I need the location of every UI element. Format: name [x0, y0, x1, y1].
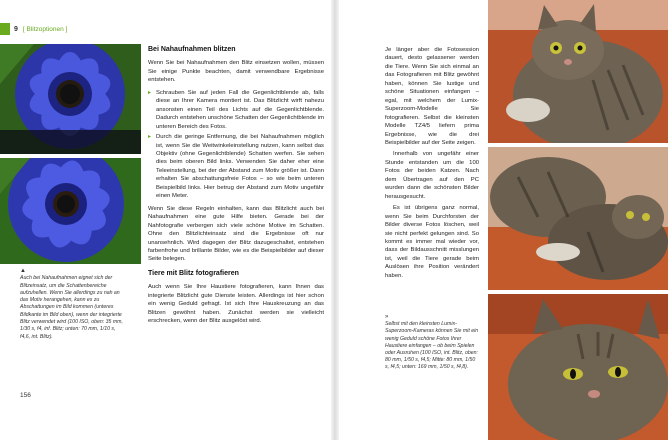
tip-text: Durch die geringe Entfernung, die bei Nahaufnahmen möglich ist, wenn Sie die Weitwinkeleinstellung nutzen, kann selbst das Objektiv (ohne Gegenlichtblende) Schatten werfen. Sie sehen dies beim oberen Bild links. Verwenden Sie daher eher eine Teleeinstellung, bei der der Abstand zum Motiv größer ist. Dann erhalten Sie abschattungsfreie Fotos – so wie beim unteren Beispielbild links. Hier betrug der Abstand zum Motiv ungefähr einen Meter. — [156, 134, 324, 200]
flower-top-image — [0, 44, 141, 154]
caption-arrow-up: ▲ — [20, 268, 26, 274]
heading-close-ups: Bei Nahaufnahmen blitzen — [148, 46, 236, 53]
cat-bottom-image — [488, 294, 668, 440]
flower-bottom-image — [0, 158, 141, 264]
bullet-arrow-icon: ▸ — [148, 134, 152, 141]
bullet-arrow-icon: ▸ — [148, 89, 152, 96]
cat-top-image — [488, 0, 668, 143]
chapter-header — [0, 22, 67, 36]
cat-photo-top — [488, 0, 668, 143]
flower-photo-top — [0, 44, 141, 154]
caption-flowers — [20, 268, 126, 341]
intro-paragraph: Wenn Sie bei Nahaufnahmen den Blitz einsetzen wollen, müssen Sie einige Punkte beachten, damit verwendbare Ergebnisse entstehen. — [148, 60, 324, 84]
caption-flowers-text: Auch bei Nahaufnahmen eignet sich der Blitzeinsatz, um die Schattenbereiche aufzuhellen. Wenn Sie allerdings zu nah an das Motiv herangehen, kann es zu Abschattungen im Bild kommen (unteres Bildkante im Bild oben), wenn der integrierte Blitz verwendet wird (100 ISO, oben: 35 mm, 1/30 s, f4, inf. Blitz; unten: 70 mm, 1/10 s, f4,6, int. Blitz). — [20, 275, 123, 340]
cat-photo-middle — [488, 147, 668, 290]
chapter-color-bar — [0, 23, 10, 35]
tip-text: Schrauben Sie auf jeden Fall die Gegenlichtblende ab, falls diese an Ihrer Kamera montiert ist. Das Blitzlicht wirft nahezu ansonsten einen Teil des Lichts auf die Gegenlichtblende. Dadurch entstehen unschöne Schatten der Gegenlichtblende im unteren Bereich des Fotos. — [156, 89, 324, 130]
book-gutter — [331, 0, 339, 440]
right-paragraph-2: Innerhalb von ungefähr einer Stunde entstanden um die 100 Fotos der beiden Katzen. Nach dem Übertragen auf den PC wurden dann die schönsten Bilder herausgesucht. — [385, 151, 479, 200]
flower-photo-bottom — [0, 158, 141, 264]
left-text-column — [148, 46, 324, 330]
caption-cats — [385, 314, 480, 372]
right-text-column — [385, 46, 479, 283]
caption-cats-text: Selbst mit den kleinsten Lumix-Superzoom-Kameras können Sie mit ein wenig Geduld schöne Fotos Ihrer Haustiere einfangen – ob beim Spielen oder Ausruhen (100 ISO, int. Blitz, oben: 80 mm, 1/50 s, f4,5; Mitte: 80 mm, 1/50 s, f4,5; unten: 169 mm, 1/50 s, f4,8). — [385, 321, 479, 371]
tip-item — [148, 133, 324, 201]
section-label: [ Blitzoptionen ] — [22, 25, 68, 33]
rules-paragraph: Wenn Sie diese Regeln einhalten, kann das Blitzlicht auch bei Nahaufnahmen eine gute Hilfe bieten. Gerade bei der Nahfotografie verbergen sich viele schöne Motive im Schatten. Ohne den Blitzlichteinsatz sind die Ergebnisse oft nur unansehnlich. Wird dagegen der Blitz dazugeschaltet, entstehen farbenfrohe und brillante Bilder, wie es die Beispielbilder auf dieser Seite belegen. — [148, 205, 324, 263]
heading-pets: Tiere mit Blitz fotografieren — [148, 269, 239, 277]
cat-photo-bottom — [488, 294, 668, 440]
cat-middle-image — [488, 147, 668, 290]
tips-list — [148, 89, 324, 201]
caption-arrow-right: » — [385, 314, 389, 320]
right-paragraph-3: Es ist übrigens ganz normal, wenn Sie beim Durchforsten der Bilder diverse Fotos löschen, weil sie nicht perfekt gelungen sind. So kommt es immer mal wieder vor, dass der Bildausschnitt misslungen ist, weil die Tiere gerade beim Auslösen ihre Position verändert haben. — [385, 205, 479, 279]
page-number: 156 — [20, 392, 31, 399]
chapter-number: 9 — [14, 25, 18, 33]
tip-item — [148, 89, 324, 131]
pets-paragraph: Auch wenn Sie Ihre Haustiere fotografieren, kann Ihnen das integrierte Blitzlicht gute Dienste leisten. Allerdings ist hier schon ein wenig Geduld gefragt. Ist sich Ihre Hauskreuzung an das Blitzen gewöhnt haben. Zunächst werden sie vielleicht erschrecken, wenn der Blitz ausgelöst wird. — [148, 284, 324, 325]
right-paragraph-1: Je länger aber die Fotosession dauert, desto gelassener werden die Tiere. Wenn Sie sich einmal an das Fotografieren mit Blitz gewöhnt haben, können Sie lustige und schöne Situationen einfangen – egal, mit welchem der Lumix-Superzoom-Modelle Sie fotografieren. Selbst die kleinsten Modelle TZ4/5 liefern prima Ergebnisse, wie die drei Beispielbilder auf der Seite zeigen. — [385, 47, 479, 146]
